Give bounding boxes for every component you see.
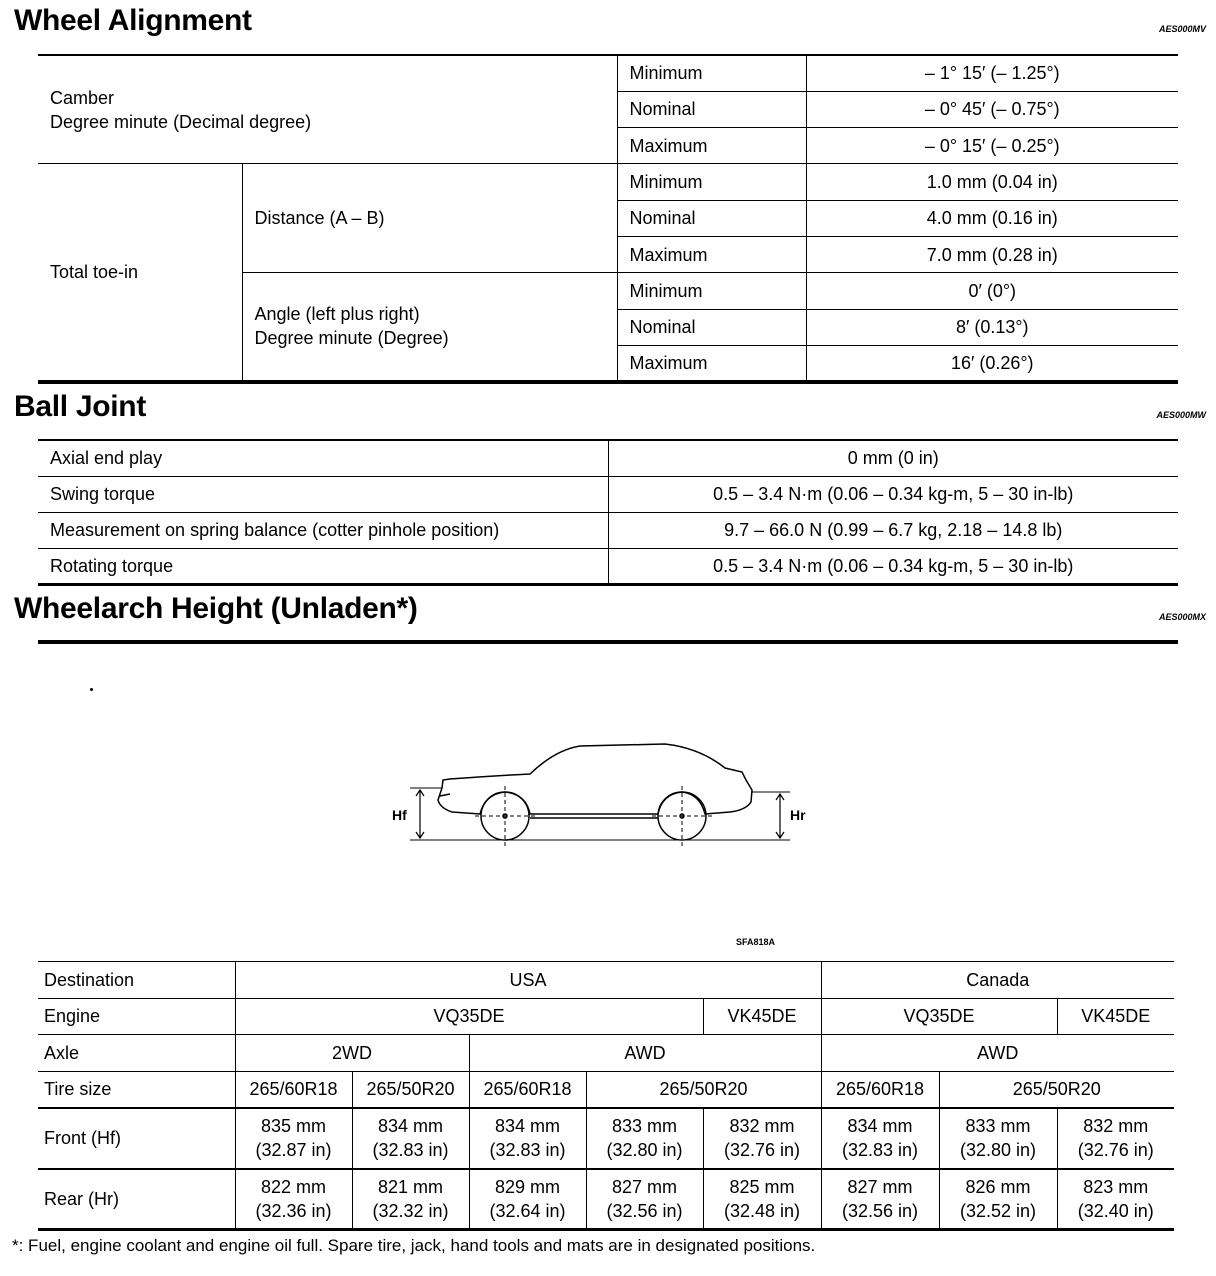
rear-value-cell bbox=[469, 1169, 586, 1230]
distance-max-value: 7.0 mm (0.28 in) bbox=[806, 236, 1178, 272]
rear-mm: 825 mm bbox=[729, 1176, 795, 1197]
figure-code: SFA818A bbox=[736, 937, 776, 947]
front-mm: 834 mm bbox=[494, 1116, 561, 1136]
swing-torque-label: Swing torque bbox=[38, 476, 608, 512]
angle-nom-value: 8′ (0.13°) bbox=[806, 309, 1178, 345]
usa-header: USA bbox=[235, 962, 821, 999]
ball-joint-code: AES000MW bbox=[1156, 410, 1206, 420]
wheel-alignment-table bbox=[38, 54, 1178, 384]
front-in: (32.87 in) bbox=[255, 1140, 332, 1160]
wheelarch-table bbox=[38, 961, 1174, 1231]
rear-wheel-axis bbox=[652, 786, 712, 846]
front-wheel-axis bbox=[475, 786, 535, 846]
rear-in: (32.56 in) bbox=[841, 1200, 919, 1221]
rear-mm: 827 mm bbox=[847, 1176, 913, 1197]
front-in: (32.83 in) bbox=[841, 1140, 919, 1160]
engine-vq-usa: VQ35DE bbox=[235, 998, 703, 1035]
camber-nom-value: – 0° 45′ (– 0.75°) bbox=[806, 91, 1178, 127]
rear-mm: 829 mm bbox=[494, 1176, 561, 1197]
front-value-cell bbox=[939, 1108, 1057, 1169]
ball-joint-title: Ball Joint bbox=[14, 390, 147, 423]
rear-in: (32.64 in) bbox=[489, 1200, 566, 1221]
rotating-torque-value: 0.5 – 3.4 N·m (0.06 – 0.34 kg-m, 5 – 30 in-lb) bbox=[608, 548, 1178, 584]
rear-mm: 826 mm bbox=[965, 1176, 1031, 1197]
hf-dimension bbox=[416, 790, 424, 838]
angle-min-label: Minimum bbox=[617, 273, 806, 309]
tire-size-cell: 265/50R20 bbox=[352, 1071, 469, 1108]
front-mm: 833 mm bbox=[965, 1116, 1031, 1136]
front-value-cell bbox=[586, 1108, 703, 1169]
camber-label: Camber bbox=[50, 87, 115, 108]
front-value-cell bbox=[703, 1108, 821, 1169]
distance-max-label: Maximum bbox=[617, 236, 806, 272]
rear-mm: 821 mm bbox=[377, 1176, 444, 1197]
tire-size-cell: 265/60R18 bbox=[469, 1071, 586, 1108]
rear-value-cell bbox=[235, 1169, 352, 1230]
front-in: (32.83 in) bbox=[372, 1140, 449, 1160]
hr-dimension bbox=[776, 794, 784, 838]
front-in: (32.76 in) bbox=[723, 1140, 801, 1160]
front-value-cell bbox=[469, 1108, 586, 1169]
destination-label: Destination bbox=[38, 962, 235, 999]
rear-in: (32.52 in) bbox=[959, 1200, 1037, 1221]
camber-nom-label: Nominal bbox=[617, 91, 806, 127]
rear-value-cell bbox=[939, 1169, 1057, 1230]
front-value-cell bbox=[352, 1108, 469, 1169]
front-in: (32.80 in) bbox=[959, 1140, 1037, 1160]
wheelarch-code: AES000MX bbox=[1158, 612, 1206, 622]
tire-size-cell: 265/50R20 bbox=[586, 1071, 821, 1108]
axle-awd-usa: AWD bbox=[469, 1035, 821, 1072]
rear-value-cell bbox=[821, 1169, 939, 1230]
distance-min-label: Minimum bbox=[617, 164, 806, 200]
front-mm: 834 mm bbox=[377, 1116, 444, 1136]
wheel-alignment-code: AES000MV bbox=[1158, 24, 1206, 34]
front-value-cell bbox=[1057, 1108, 1174, 1169]
hr-label: Hr bbox=[790, 807, 806, 823]
rear-value-cell bbox=[1057, 1169, 1174, 1230]
tire-size-label: Tire size bbox=[38, 1071, 235, 1108]
camber-max-label: Maximum bbox=[617, 128, 806, 164]
rear-in: (32.32 in) bbox=[372, 1200, 449, 1221]
axle-label: Axle bbox=[38, 1035, 235, 1072]
footnote: *: Fuel, engine coolant and engine oil full. Spare tire, jack, hand tools and mats are in designated positions. bbox=[12, 1236, 816, 1255]
angle-max-label: Maximum bbox=[617, 345, 806, 381]
canada-header: Canada bbox=[821, 962, 1174, 999]
rear-value-cell bbox=[352, 1169, 469, 1230]
axial-end-play-value: 0 mm (0 in) bbox=[608, 440, 1178, 476]
tire-size-cell: 265/60R18 bbox=[821, 1071, 939, 1108]
stray-dot bbox=[90, 688, 93, 691]
swing-torque-value: 0.5 – 3.4 N·m (0.06 – 0.34 kg-m, 5 – 30 in-lb) bbox=[608, 476, 1178, 512]
rotating-torque-label: Rotating torque bbox=[38, 548, 608, 584]
front-mm: 834 mm bbox=[847, 1116, 913, 1136]
distance-nom-label: Nominal bbox=[617, 200, 806, 236]
axle-2wd: 2WD bbox=[235, 1035, 469, 1072]
spring-balance-label: Measurement on spring balance (cotter pinhole position) bbox=[38, 512, 608, 548]
tire-size-cell: 265/60R18 bbox=[235, 1071, 352, 1108]
rear-mm: 827 mm bbox=[611, 1176, 678, 1197]
angle-unit-label: Degree minute (Degree) bbox=[254, 328, 449, 349]
car-diagram bbox=[380, 730, 820, 850]
front-mm: 835 mm bbox=[260, 1116, 327, 1136]
rear-hr-label: Rear (Hr) bbox=[38, 1169, 235, 1230]
front-mm: 833 mm bbox=[611, 1116, 678, 1136]
camber-max-value: – 0° 15′ (– 0.25°) bbox=[806, 128, 1178, 164]
angle-min-value: 0′ (0°) bbox=[806, 273, 1178, 309]
distance-nom-value: 4.0 mm (0.16 in) bbox=[806, 200, 1178, 236]
axial-end-play-label: Axial end play bbox=[38, 440, 608, 476]
front-in: (32.80 in) bbox=[606, 1140, 683, 1160]
engine-vk-canada: VK45DE bbox=[1057, 998, 1174, 1035]
angle-label: Angle (left plus right) bbox=[254, 304, 420, 325]
rear-in: (32.48 in) bbox=[723, 1200, 801, 1221]
tire-size-cell: 265/50R20 bbox=[939, 1071, 1174, 1108]
distance-min-value: 1.0 mm (0.04 in) bbox=[806, 164, 1178, 200]
rear-in: (32.56 in) bbox=[606, 1200, 683, 1221]
front-hf-label: Front (Hf) bbox=[38, 1108, 235, 1169]
engine-vk-usa: VK45DE bbox=[703, 998, 821, 1035]
ball-joint-table bbox=[38, 439, 1178, 586]
engine-label: Engine bbox=[38, 998, 235, 1035]
rear-in: (32.40 in) bbox=[1077, 1200, 1154, 1221]
angle-label-cell bbox=[242, 273, 617, 382]
rear-value-cell bbox=[586, 1169, 703, 1230]
camber-min-value: – 1° 15′ (– 1.25°) bbox=[806, 55, 1178, 91]
wheelarch-title: Wheelarch Height (Unladen*) bbox=[14, 592, 418, 625]
car-front-bumper bbox=[440, 794, 450, 796]
distance-label: Distance (A – B) bbox=[242, 164, 617, 273]
front-value-cell bbox=[821, 1108, 939, 1169]
camber-min-label: Minimum bbox=[617, 55, 806, 91]
front-in: (32.76 in) bbox=[1077, 1140, 1154, 1160]
spring-balance-value: 9.7 – 66.0 N (0.99 – 6.7 kg, 2.18 – 14.8 lb) bbox=[608, 512, 1178, 548]
rear-mm: 822 mm bbox=[260, 1176, 327, 1197]
hf-label: Hf bbox=[392, 807, 407, 823]
front-in: (32.83 in) bbox=[489, 1140, 566, 1160]
wheelarch-rule bbox=[38, 640, 1178, 644]
axle-awd-canada: AWD bbox=[821, 1035, 1174, 1072]
toe-in-label: Total toe-in bbox=[38, 164, 242, 382]
front-value-cell bbox=[235, 1108, 352, 1169]
camber-label-cell bbox=[38, 55, 617, 164]
front-mm: 832 mm bbox=[729, 1116, 795, 1136]
rear-in: (32.36 in) bbox=[255, 1200, 332, 1221]
front-mm: 832 mm bbox=[1083, 1116, 1149, 1136]
engine-vq-canada: VQ35DE bbox=[821, 998, 1057, 1035]
camber-unit-label: Degree minute (Decimal degree) bbox=[50, 111, 312, 132]
angle-nom-label: Nominal bbox=[617, 309, 806, 345]
rear-value-cell bbox=[703, 1169, 821, 1230]
wheel-alignment-title: Wheel Alignment bbox=[14, 4, 252, 37]
rear-mm: 823 mm bbox=[1083, 1176, 1149, 1197]
angle-max-value: 16′ (0.26°) bbox=[806, 345, 1178, 381]
